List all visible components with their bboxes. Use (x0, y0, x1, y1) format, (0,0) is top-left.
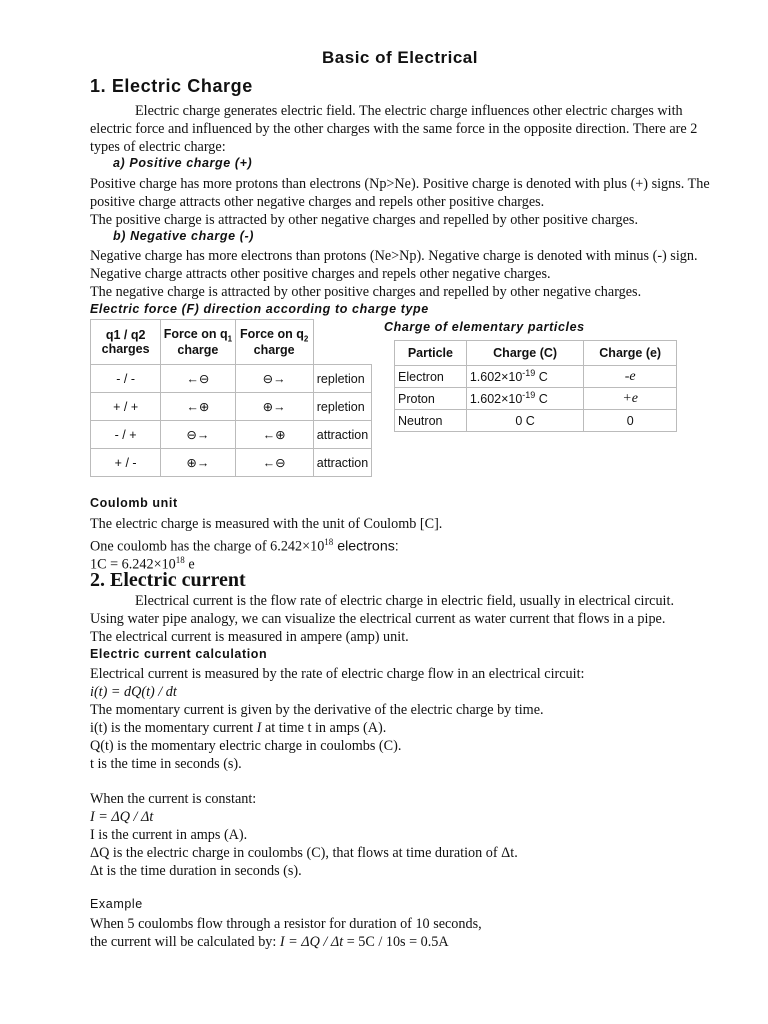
example-heading: Example (90, 897, 143, 911)
header-charge-c: Charge (C) (466, 341, 584, 366)
current-calc-heading: Electric current calculation (90, 647, 268, 661)
cell: ←⊕ (161, 393, 235, 421)
table-row (91, 365, 372, 393)
section-2-heading: 2. Electric current (90, 569, 246, 591)
table-header-row (91, 320, 372, 365)
elementary-table-caption: Charge of elementary particles (384, 320, 585, 334)
negative-charge-text-2: The negative charge is attracted by other positive charges and repelled by other negative charges. (90, 284, 642, 300)
example-line-2: the current will be calculated by: I = ΔQ / Δt = 5C / 10s = 0.5A (90, 934, 449, 950)
header-force-q1: Force on $q_1$ charge (161, 320, 235, 365)
coulomb-line-3: $1C = 6.242\times 10^{18}$ e (90, 555, 195, 573)
header-particle: Particle (395, 341, 467, 366)
cell: 0 C (466, 410, 584, 432)
calc-formula-1: i(t) = dQ(t) / dt (90, 684, 177, 700)
cell: $1.602\times 10^{-19}$ C (466, 388, 584, 410)
cell: - / + (91, 421, 161, 449)
cell: 0 (584, 410, 677, 432)
current-intro-2: The electrical current is measured in ampere (amp) unit. (90, 629, 409, 645)
cell: +e (584, 388, 677, 410)
cell: Proton (395, 388, 467, 410)
cell: Neutron (395, 410, 467, 432)
calc-line-1: Electrical current is measured by the rate of electric charge flow in an electrical circuit: (90, 666, 585, 682)
force-table-caption: Electric force (F) direction according to charge type (90, 302, 429, 316)
charge-intro: Electric charge generates electric field. The electric charge influences other electric charges with electric force and influenced by the other charges with the same force in the opposite direction. There are 2 types of electric charge: (90, 103, 698, 155)
negative-charge-text: Negative charge has more electrons than protons (Ne>Np). Negative charge is denoted with minus (-) sign. Negative charge attracts other positive charges and repels other negative charges. (90, 248, 698, 282)
coulomb-line-2: One coulomb has the charge of $6.242\times 10^{18}$ electrons: (90, 537, 399, 555)
calc-line-7: When the current is constant: (90, 791, 257, 807)
calc-line-3: The momentary current is given by the derivative of the electric charge by time. (90, 702, 544, 718)
coulomb-line-1: The electric charge is measured with the unit of Coulomb [C]. (90, 516, 443, 532)
cell: ←⊕ (235, 421, 313, 449)
page-title: Basic of Electrical (322, 48, 478, 67)
header-charges: q1 / q2 charges (91, 320, 161, 365)
calc-formula-2: I = ΔQ / Δt (90, 809, 154, 825)
table-row (91, 421, 372, 449)
coulomb-unit-heading: Coulomb unit (90, 496, 178, 510)
calc-line-4: i(t) is the momentary current I at time t in amps (A). (90, 720, 387, 736)
force-direction-table (90, 319, 372, 477)
header-blank (313, 320, 371, 365)
cell: $1.602\times 10^{-19}$ C (466, 366, 584, 388)
cell: - / - (91, 365, 161, 393)
positive-charge-text: Positive charge has more protons than electrons (Np>Ne). Positive charge is denoted with plus (+) signs. The positive charge attracts other negative charges and repels other positive charges. (90, 176, 710, 210)
cell: Electron (395, 366, 467, 388)
table-row (395, 410, 677, 432)
cell: repletion (313, 365, 371, 393)
cell: ⊕→ (161, 449, 235, 477)
calc-line-10: ΔQ is the electric charge in coulombs (C), that flows at time duration of Δt. (90, 845, 518, 861)
elementary-particles-table (394, 340, 677, 432)
current-intro: Electrical current is the flow rate of electric charge in electric field, usually in electrical circuit. Using water pipe analogy, we can visualize the electrical current as water current that flows in a pipe. (90, 593, 674, 627)
calc-line-6: t is the time in seconds (s). (90, 756, 242, 772)
table-row (395, 366, 677, 388)
cell: + / - (91, 449, 161, 477)
cell: repletion (313, 393, 371, 421)
cell: ←⊖ (235, 449, 313, 477)
cell: attraction (313, 421, 371, 449)
cell: attraction (313, 449, 371, 477)
cell: ⊖→ (235, 365, 313, 393)
section-1-heading: 1. Electric Charge (90, 76, 253, 96)
positive-charge-text-2: The positive charge is attracted by other negative charges and repelled by other positive charges. (90, 212, 638, 228)
table-row (395, 388, 677, 410)
header-charge-e: Charge (e) (584, 341, 677, 366)
table-header-row (395, 341, 677, 366)
negative-charge-heading: b) Negative charge (-) (113, 229, 255, 243)
header-force-q2: Force on $q_2$ charge (235, 320, 313, 365)
calc-line-9: I is the current in amps (A). (90, 827, 248, 843)
table-row (91, 449, 372, 477)
positive-charge-heading: a) Positive charge (+) (113, 156, 253, 170)
cell: ⊕→ (235, 393, 313, 421)
calc-line-5: Q(t) is the momentary electric charge in coulombs (C). (90, 738, 402, 754)
cell: ⊖→ (161, 421, 235, 449)
cell: ←⊖ (161, 365, 235, 393)
cell: -e (584, 366, 677, 388)
cell: + / + (91, 393, 161, 421)
table-row (91, 393, 372, 421)
calc-line-11: Δt is the time duration in seconds (s). (90, 863, 302, 879)
example-line-1: When 5 coulombs flow through a resistor for duration of 10 seconds, (90, 916, 482, 932)
